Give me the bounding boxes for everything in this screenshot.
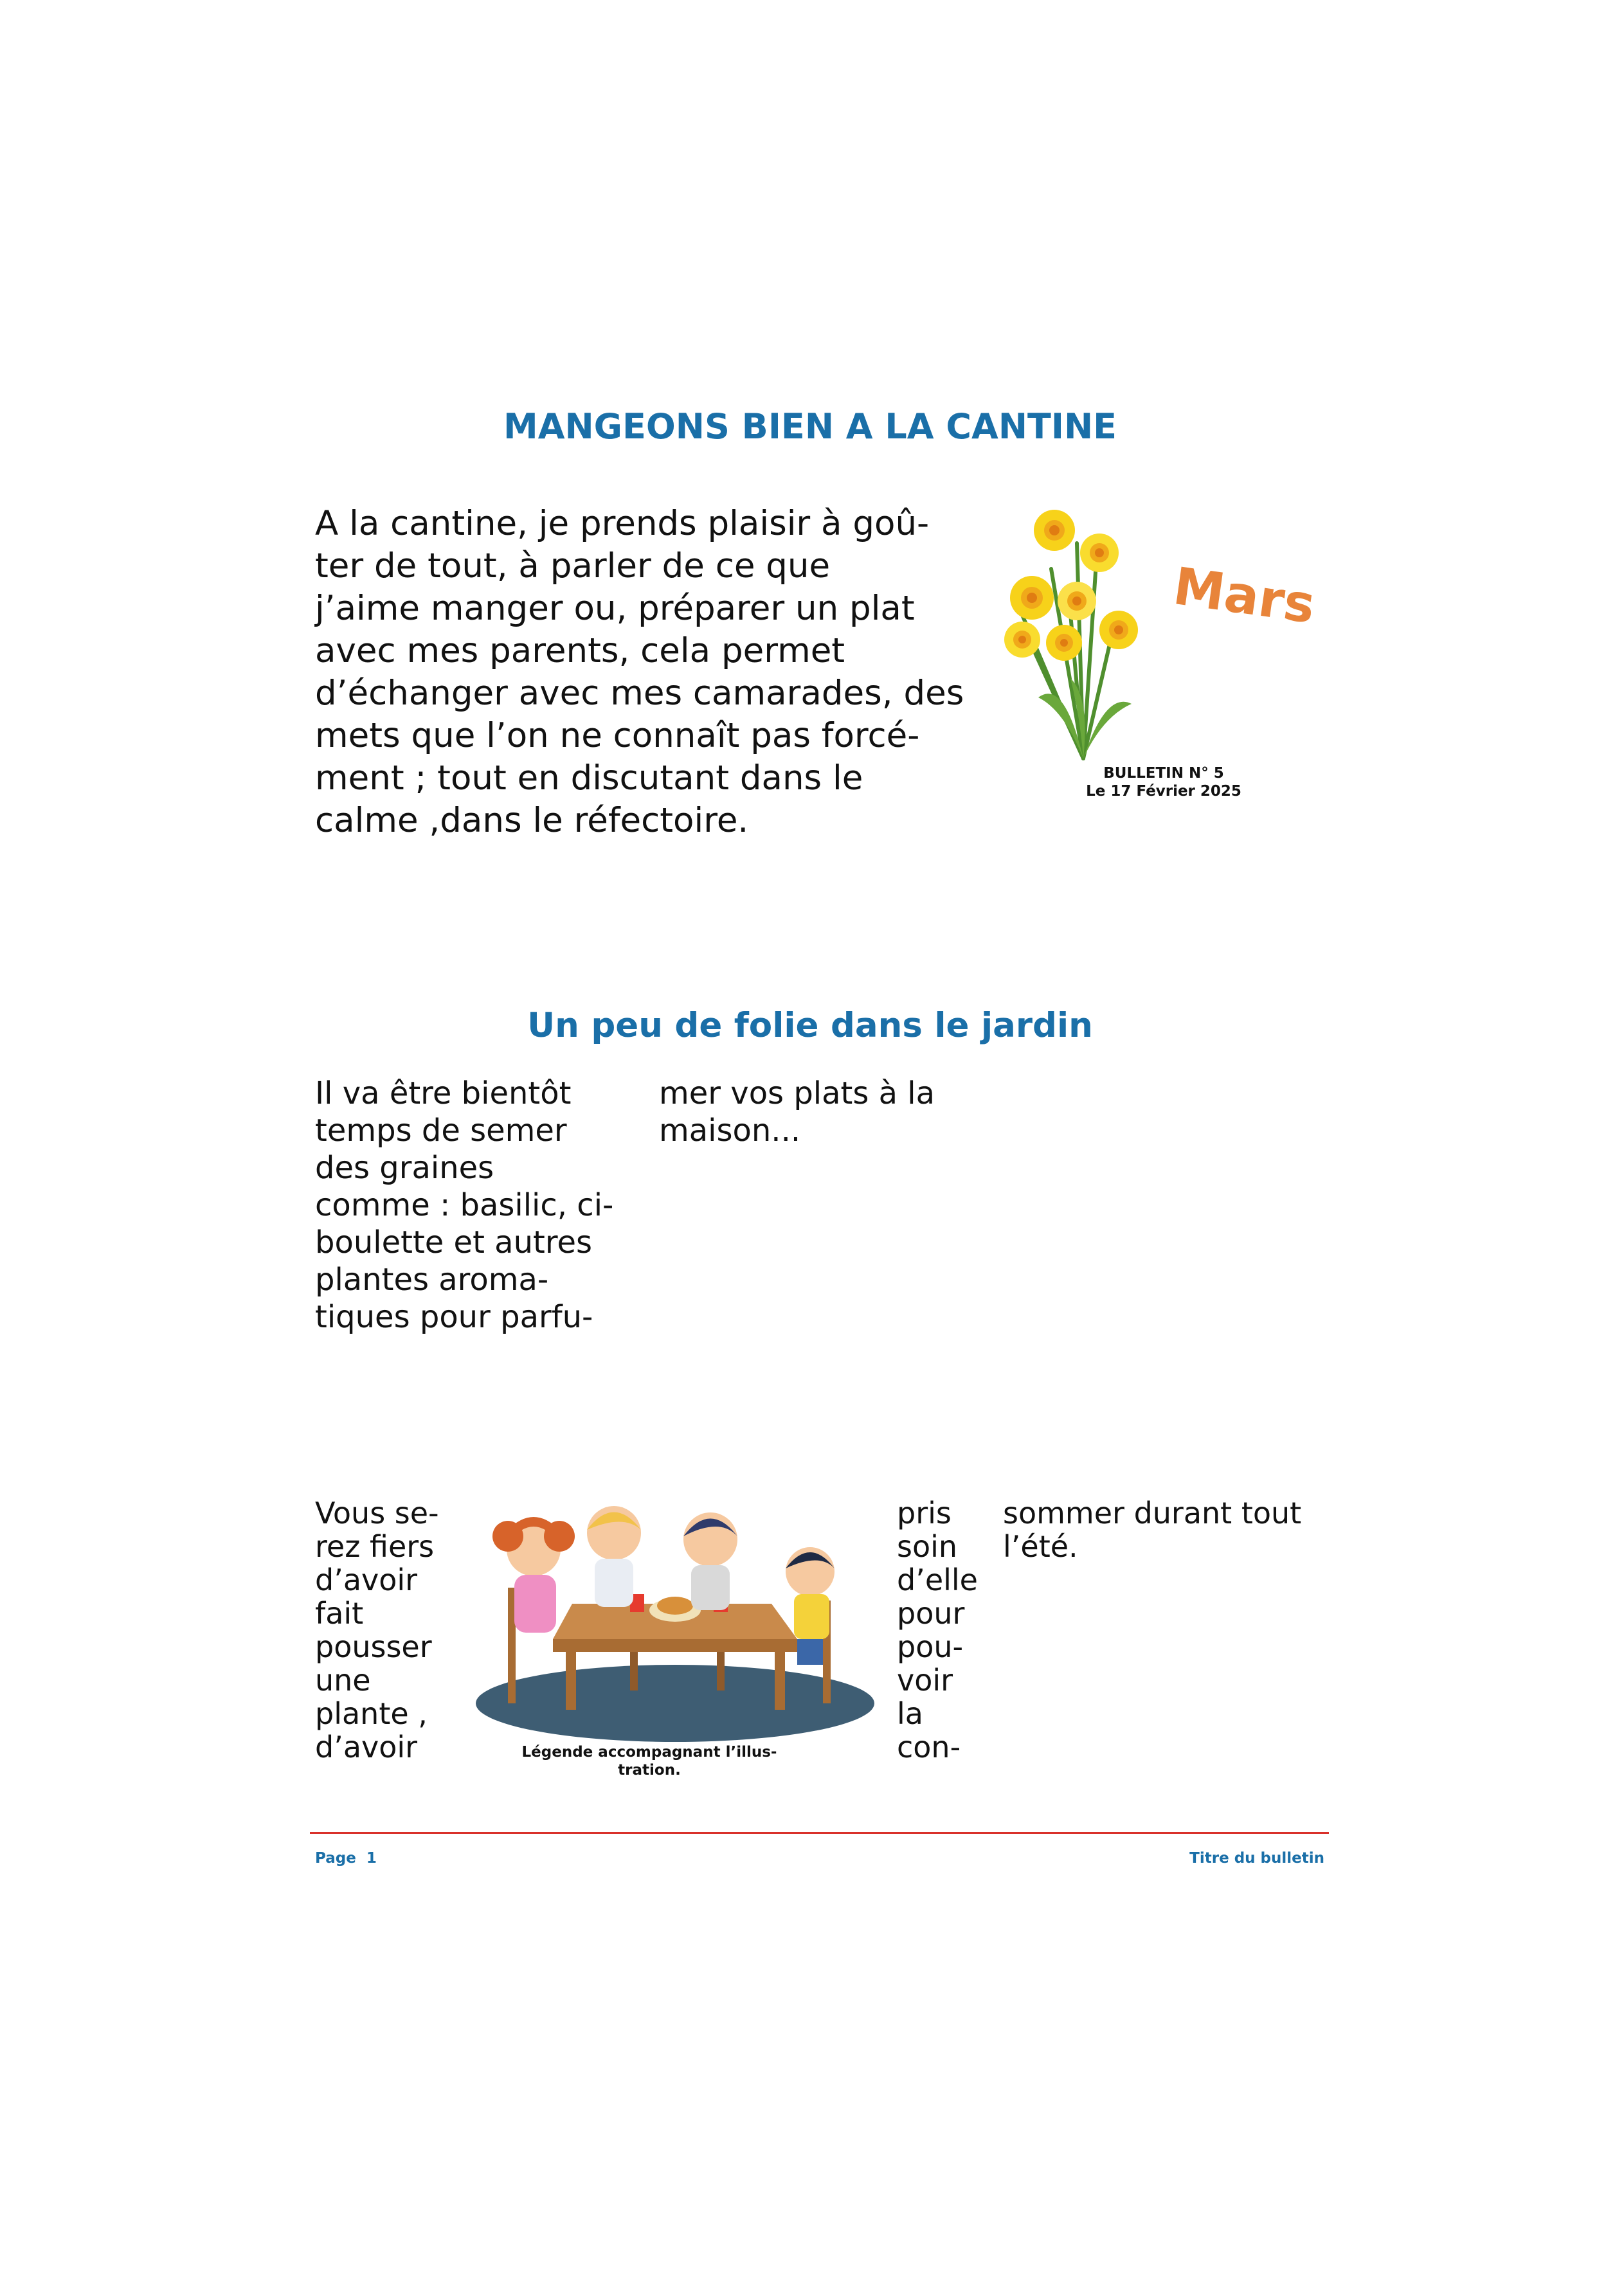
- article-column-5: sommer durant tout l’été.: [1003, 1496, 1302, 1564]
- kids-at-table-icon: [463, 1491, 881, 1748]
- footer-rule: [310, 1832, 1329, 1834]
- article-column-3: Vous se- rez fiers d’avoir fait pousser une plante , d’avoir: [315, 1496, 439, 1764]
- kids-eating-illustration: [463, 1491, 881, 1748]
- daffodil-illustration: [993, 485, 1160, 762]
- article-title: MANGEONS BIEN A LA CANTINE: [503, 406, 1117, 447]
- month-label: Mars: [1169, 556, 1319, 635]
- bulletin-number: BULLETIN N° 5: [1103, 765, 1224, 782]
- article-column-1: Il va être bientôt temps de semer des graines comme : basilic, ci- boulette et autres plantes aroma- tiques pour parfu-: [315, 1075, 614, 1335]
- footer-bulletin-title: Titre du bulletin: [1189, 1850, 1324, 1867]
- bulletin-date: Le 17 Février 2025: [1086, 783, 1241, 800]
- article-body: A la cantine, je prends plaisir à goû- ter de tout, à parler de ce que j’aime manger ou, préparer un plat avec mes parents, cela permet d’échanger avec mes camarades, des mets que l’on ne connaît pas forcé- ment ; tout en discutant dans le calme ,dans le réfectoire.: [315, 504, 964, 840]
- article-column-2: mer vos plats à la maison...: [659, 1075, 935, 1149]
- daffodil-icon: [993, 485, 1160, 762]
- section-title: Un peu de folie dans le jardin: [527, 1006, 1093, 1045]
- illustration-caption: Légende accompagnant l’illus- tration.: [521, 1744, 777, 1779]
- article-column-4: pris soin d’elle pour pou- voir la con-: [897, 1496, 978, 1764]
- footer-page-number: Page 1: [315, 1850, 377, 1867]
